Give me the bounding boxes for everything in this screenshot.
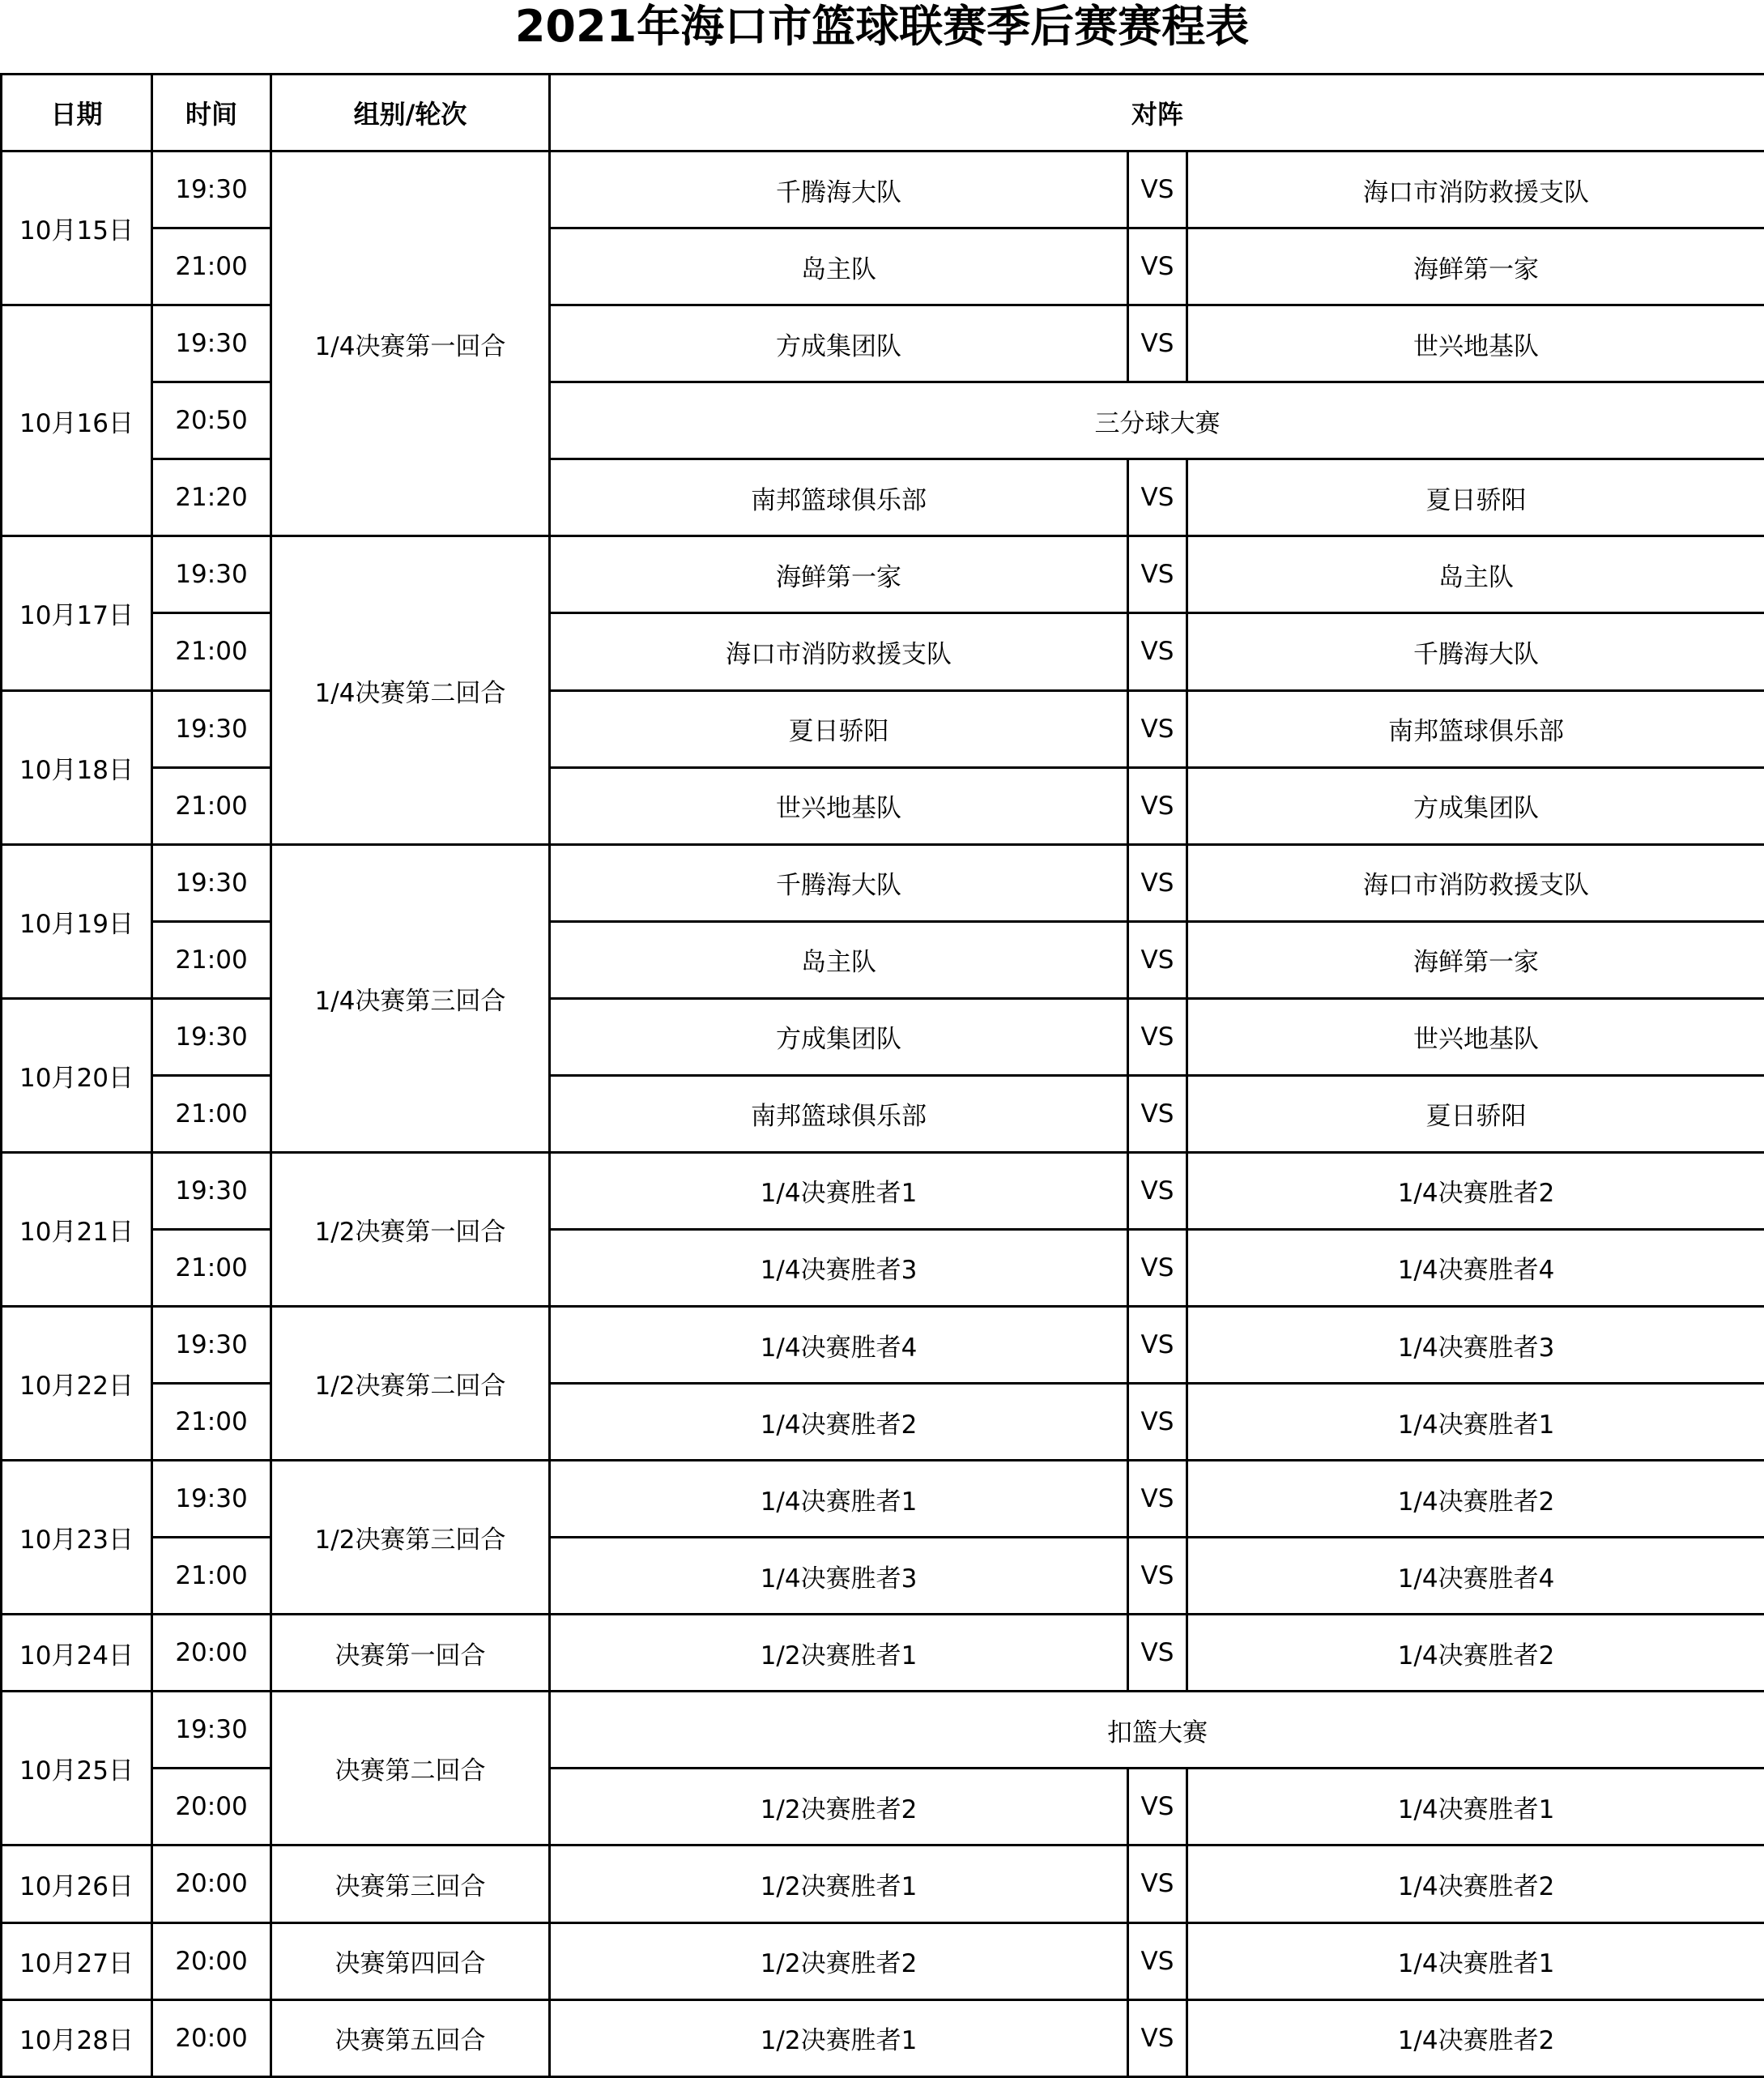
away-team: 1/4决赛胜者2: [1187, 1615, 1764, 1692]
time-cell: 19:30: [152, 1152, 271, 1229]
home-team: 1/4决赛胜者1: [550, 1461, 1128, 1538]
away-team: 海鲜第一家: [1187, 921, 1764, 998]
header-row: [2, 75, 1764, 151]
away-team: 千腾海大队: [1187, 613, 1764, 690]
date-cell: 10月28日: [2, 1999, 152, 2076]
date-cell: 10月21日: [2, 1152, 152, 1306]
time-cell: 21:00: [152, 613, 271, 690]
table-row: [2, 1307, 1764, 1384]
vs-label: VS: [1128, 767, 1187, 844]
time-cell: 21:00: [152, 1538, 271, 1615]
table-row: [2, 228, 1764, 305]
home-team: 千腾海大队: [550, 151, 1128, 228]
away-team: 1/4决赛胜者2: [1187, 1999, 1764, 2076]
date-cell: 10月22日: [2, 1307, 152, 1461]
away-team: 1/4决赛胜者2: [1187, 1152, 1764, 1229]
time-cell: 19:30: [152, 1692, 271, 1769]
vs-label: VS: [1128, 228, 1187, 305]
time-cell: 21:00: [152, 1384, 271, 1461]
table-row: [2, 1461, 1764, 1538]
away-team: 1/4决赛胜者4: [1187, 1538, 1764, 1615]
home-team: 千腾海大队: [550, 844, 1128, 921]
home-team: 夏日骄阳: [550, 690, 1128, 767]
vs-label: VS: [1128, 1999, 1187, 2076]
home-team: 岛主队: [550, 921, 1128, 998]
page-title: 2021年海口市篮球联赛季后赛赛程表: [514, 1, 1250, 52]
table-row: [2, 1999, 1764, 2076]
vs-label: VS: [1128, 305, 1187, 382]
header-time: 时间: [152, 75, 271, 151]
home-team: 方成集团队: [550, 998, 1128, 1075]
vs-label: VS: [1128, 151, 1187, 228]
date-cell: 10月15日: [2, 151, 152, 305]
vs-label: VS: [1128, 1538, 1187, 1615]
vs-label: VS: [1128, 1769, 1187, 1845]
table-row: [2, 1229, 1764, 1306]
date-cell: 10月26日: [2, 1845, 152, 1922]
table-row: [2, 1769, 1764, 1845]
round-cell: 1/2决赛第三回合: [271, 1461, 550, 1615]
away-team: 海口市消防救援支队: [1187, 151, 1764, 228]
round-cell: 1/2决赛第二回合: [271, 1307, 550, 1461]
schedule-table: [0, 73, 1764, 2078]
time-cell: 20:50: [152, 382, 271, 459]
time-cell: 19:30: [152, 844, 271, 921]
time-cell: 20:00: [152, 1615, 271, 1692]
special-event: 三分球大赛: [550, 382, 1764, 459]
home-team: 1/2决赛胜者2: [550, 1769, 1128, 1845]
vs-label: VS: [1128, 1615, 1187, 1692]
table-row: [2, 1692, 1764, 1769]
home-team: 1/4决赛胜者3: [550, 1538, 1128, 1615]
round-cell: 决赛第一回合: [271, 1615, 550, 1692]
time-cell: 19:30: [152, 536, 271, 613]
table-row: [2, 1384, 1764, 1461]
time-cell: 21:00: [152, 1075, 271, 1152]
vs-label: VS: [1128, 921, 1187, 998]
home-team: 1/4决赛胜者1: [550, 1152, 1128, 1229]
table-row: [2, 1152, 1764, 1229]
away-team: 1/4决赛胜者1: [1187, 1384, 1764, 1461]
home-team: 海鲜第一家: [550, 536, 1128, 613]
table-row: [2, 305, 1764, 382]
home-team: 1/2决赛胜者1: [550, 1615, 1128, 1692]
away-team: 1/4决赛胜者2: [1187, 1461, 1764, 1538]
table-row: [2, 613, 1764, 690]
vs-label: VS: [1128, 998, 1187, 1075]
time-cell: 20:00: [152, 1845, 271, 1922]
time-cell: 21:00: [152, 921, 271, 998]
round-cell: 决赛第五回合: [271, 1999, 550, 2076]
away-team: 岛主队: [1187, 536, 1764, 613]
home-team: 1/4决赛胜者2: [550, 1384, 1128, 1461]
home-team: 1/2决赛胜者2: [550, 1922, 1128, 1999]
table-row: [2, 536, 1764, 613]
time-cell: 20:00: [152, 1769, 271, 1845]
table-row: [2, 844, 1764, 921]
time-cell: 19:30: [152, 998, 271, 1075]
table-row: [2, 921, 1764, 998]
table-row: [2, 151, 1764, 228]
away-team: 1/4决赛胜者2: [1187, 1845, 1764, 1922]
header-matchup: 对阵: [550, 75, 1764, 151]
time-cell: 20:00: [152, 1922, 271, 1999]
vs-label: VS: [1128, 1075, 1187, 1152]
home-team: 南邦篮球俱乐部: [550, 1075, 1128, 1152]
vs-label: VS: [1128, 613, 1187, 690]
time-cell: 19:30: [152, 1461, 271, 1538]
date-cell: 10月27日: [2, 1922, 152, 1999]
away-team: 海鲜第一家: [1187, 228, 1764, 305]
date-cell: 10月25日: [2, 1692, 152, 1845]
away-team: 方成集团队: [1187, 767, 1764, 844]
time-cell: 19:30: [152, 690, 271, 767]
time-cell: 19:30: [152, 1307, 271, 1384]
date-cell: 10月19日: [2, 844, 152, 998]
round-cell: 决赛第三回合: [271, 1845, 550, 1922]
table-row: [2, 767, 1764, 844]
home-team: 岛主队: [550, 228, 1128, 305]
table-row: [2, 1075, 1764, 1152]
table-row: [2, 1922, 1764, 1999]
vs-label: VS: [1128, 536, 1187, 613]
away-team: 1/4决赛胜者3: [1187, 1307, 1764, 1384]
date-cell: 10月20日: [2, 998, 152, 1152]
away-team: 世兴地基队: [1187, 998, 1764, 1075]
table-row: [2, 998, 1764, 1075]
round-cell: 1/4决赛第一回合: [271, 151, 550, 536]
date-cell: 10月17日: [2, 536, 152, 690]
away-team: 世兴地基队: [1187, 305, 1764, 382]
vs-label: VS: [1128, 1922, 1187, 1999]
home-team: 1/2决赛胜者1: [550, 1999, 1128, 2076]
away-team: 1/4决赛胜者1: [1187, 1769, 1764, 1845]
vs-label: VS: [1128, 1229, 1187, 1306]
header-date: 日期: [2, 75, 152, 151]
date-cell: 10月23日: [2, 1461, 152, 1615]
vs-label: VS: [1128, 1461, 1187, 1538]
home-team: 1/4决赛胜者3: [550, 1229, 1128, 1306]
vs-label: VS: [1128, 1152, 1187, 1229]
home-team: 南邦篮球俱乐部: [550, 459, 1128, 536]
date-cell: 10月24日: [2, 1615, 152, 1692]
vs-label: VS: [1128, 459, 1187, 536]
round-cell: 决赛第四回合: [271, 1922, 550, 1999]
time-cell: 21:00: [152, 228, 271, 305]
home-team: 1/2决赛胜者1: [550, 1845, 1128, 1922]
table-row: [2, 459, 1764, 536]
time-cell: 19:30: [152, 305, 271, 382]
away-team: 夏日骄阳: [1187, 459, 1764, 536]
away-team: 夏日骄阳: [1187, 1075, 1764, 1152]
vs-label: VS: [1128, 1307, 1187, 1384]
round-cell: 1/4决赛第三回合: [271, 844, 550, 1152]
special-event: 扣篮大赛: [550, 1692, 1764, 1769]
date-cell: 10月18日: [2, 690, 152, 844]
vs-label: VS: [1128, 844, 1187, 921]
round-cell: 决赛第二回合: [271, 1692, 550, 1845]
away-team: 海口市消防救援支队: [1187, 844, 1764, 921]
round-cell: 1/2决赛第一回合: [271, 1152, 550, 1306]
round-cell: 1/4决赛第二回合: [271, 536, 550, 844]
table-row: [2, 1538, 1764, 1615]
time-cell: 21:20: [152, 459, 271, 536]
home-team: 世兴地基队: [550, 767, 1128, 844]
vs-label: VS: [1128, 1845, 1187, 1922]
table-row: [2, 382, 1764, 459]
home-team: 海口市消防救援支队: [550, 613, 1128, 690]
table-row: [2, 1615, 1764, 1692]
away-team: 1/4决赛胜者1: [1187, 1922, 1764, 1999]
time-cell: 21:00: [152, 1229, 271, 1306]
table-row: [2, 1845, 1764, 1922]
time-cell: 19:30: [152, 151, 271, 228]
home-team: 1/4决赛胜者4: [550, 1307, 1128, 1384]
table-row: [2, 690, 1764, 767]
date-cell: 10月16日: [2, 305, 152, 536]
header-round: 组别/轮次: [271, 75, 550, 151]
vs-label: VS: [1128, 690, 1187, 767]
time-cell: 20:00: [152, 1999, 271, 2076]
time-cell: 21:00: [152, 767, 271, 844]
vs-label: VS: [1128, 1384, 1187, 1461]
away-team: 南邦篮球俱乐部: [1187, 690, 1764, 767]
home-team: 方成集团队: [550, 305, 1128, 382]
away-team: 1/4决赛胜者4: [1187, 1229, 1764, 1306]
